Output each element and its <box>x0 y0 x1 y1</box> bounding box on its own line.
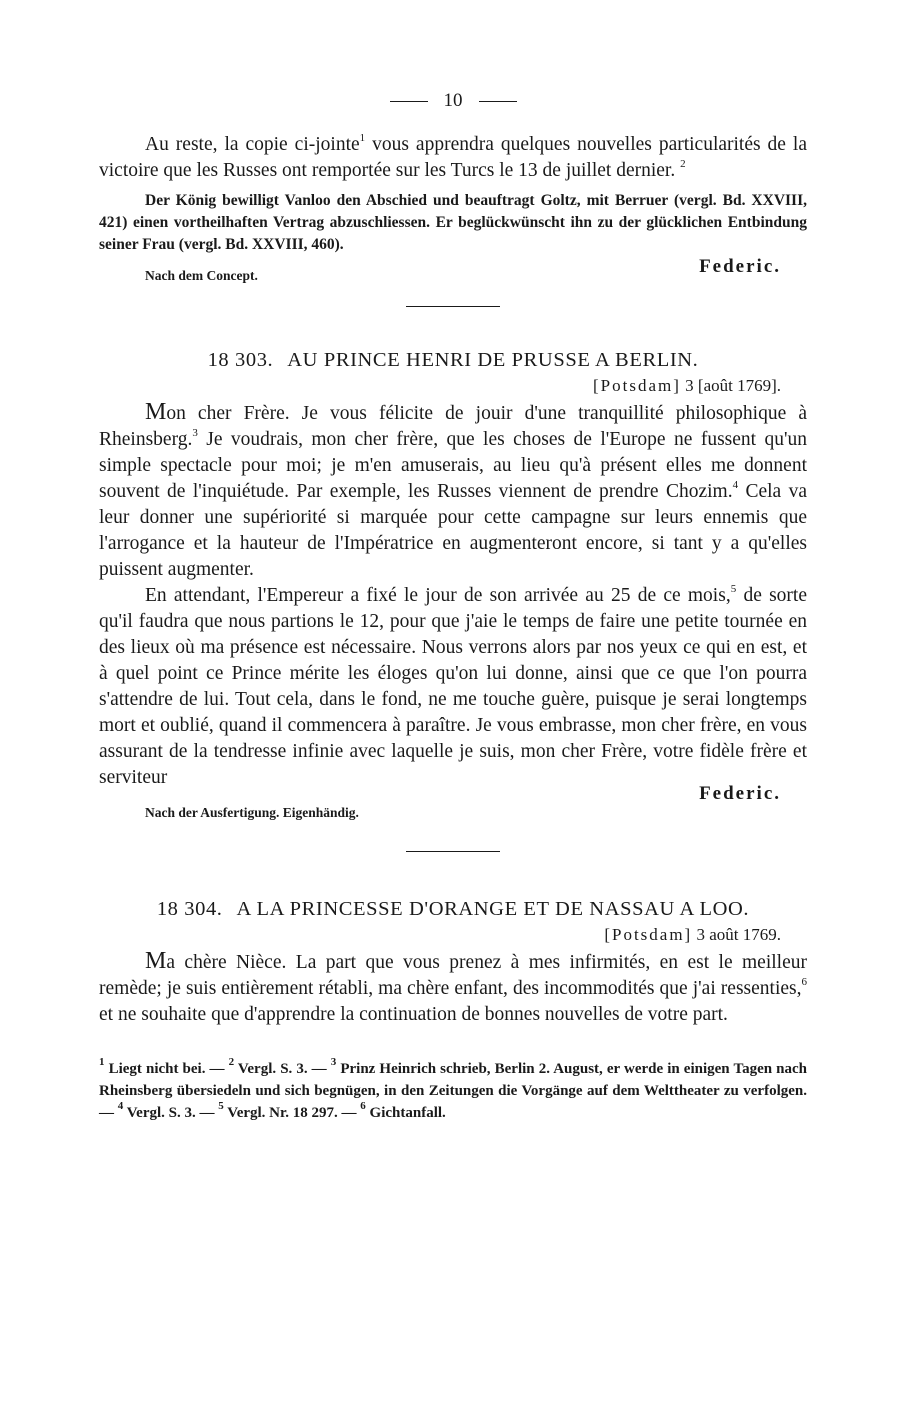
letter-title: AU PRINCE HENRI DE PRUSSE A BERLIN. <box>287 349 699 371</box>
header-rule-left <box>390 101 428 102</box>
initial-letter: M <box>145 399 167 425</box>
footnote-ref-4: 4 <box>732 478 739 491</box>
letter-18303-signature: Federic. <box>699 783 781 804</box>
footnote-ref-2: 2 <box>680 157 686 170</box>
page-header <box>99 86 807 116</box>
letter-18303-source-row <box>99 783 807 823</box>
letter-18303-dateline: [Potsdam] 3 [août 1769]. <box>593 376 781 395</box>
footnote-ref-5: 5 <box>730 582 737 595</box>
footnote-ref-3: 3 <box>192 426 198 439</box>
footnote-ref-1: 1 <box>359 131 366 144</box>
intro-summary: Der König bewilligt Vanloo den Abschied und beauftragt Goltz, mit Berruer (vergl. Bd. XXVIII, 421) einen vortheilhaften Vertrag abzuschliessen. Er beglückwünscht ihn zu der glücklichen Entbindung seiner Frau (vergl. Bd. XXVIII, 460). <box>99 192 807 253</box>
letter-number: 18 304. <box>156 898 223 920</box>
footnotes: $^1$ Liegt nicht bei. — $^2$ Vergl. S. 3. — $^3$ Prinz Heinrich schrieb, Berlin 2. August, er werde in einigen Tagen nach Rheinsberg übersiedeln und sich begnügen, in den Zeitungen die Vorgänge auf dem Welttheater zu verfolgen. — $^4$ Vergl. S. 3. — $^5$ Vergl. Nr. 18 297. — $^6$ Gichtanfall. <box>99 1056 807 1121</box>
page-number: 10 <box>443 90 463 111</box>
header-rule-right <box>479 101 517 102</box>
intro-paragraph: Au reste, la copie ci-jointe$^1$ vous apprendra quelques nouvelles particularités de la victoire que les Russes ont remportée sur les Turcs le 13 de juillet dernier. $^2$ <box>99 131 808 181</box>
letter-18303-source-note: Nach der Ausfertigung. Eigenhändig. <box>145 805 359 820</box>
letter-title: A LA PRINCESSE D'ORANGE ET DE NASSAU A LOO. <box>236 898 750 920</box>
book-page <box>99 86 807 1124</box>
intro-source-row <box>99 256 807 286</box>
initial-letter: M <box>145 948 167 974</box>
letter-18304-dateline: [Potsdam] 3 août 1769. <box>604 925 781 944</box>
letter-18304-heading <box>99 896 807 922</box>
intro-source-note: Nach dem Concept. <box>145 268 258 283</box>
letter-18303-paragraph-1: Mon cher Frère. Je vous félicite de jouir d'une tranquillité philosophique à Rheinsberg.$^3$ Je voudrais, mon cher frère, que les choses de l'Europe ne fussent qu'un simple spectacle pour moi; je m'en amuserais, au lieu qu'à présent elles me donnent souvent de l'inquiétude. Par exemple, les Russes viennent de prendre Chozim.$^4$ Cela va leur donner une supériorité si marquée pour cette campagne sur leurs ennemis que l'arrogance et la hauteur de l'Impératrice en augmenteront encore, si tant y a qu'elles puissent augmenter. <box>99 399 807 580</box>
letter-18304-paragraph-1: Ma chère Nièce. La part que vous prenez à mes infirmités, en est le meilleur remède; je suis entièrement rétabli, ma chère enfant, des incommodités que j'ai ressenties,$^6$ et ne souhaite que d'apprendre la continuation de bonnes nouvelles de votre part. <box>99 948 807 1025</box>
letter-18303-paragraph-2: En attendant, l'Empereur a fixé le jour de son arrivée au 25 de ce mois,$^5$ de sorte qu'il faudra que nous partions le 12, pour que j'aie le temps de faire une petite tournée en des lieux où ma présence est nécessaire. Nous verrons alors par nos yeux ce qui en est, et à quel point ce Prince mérite les éloges qu'on lui donne, ainsi que ce que l'on pourra s'attendre de lui. Tout cela, dans le fond, ne me touche guère, puisque je serai longtemps mort et oublié, quand il commencera à paraître. Je vous embrasse, mon cher frère, en vous assurant de la tendresse infinie avec laquelle je suis, mon cher Frère, votre fidèle frère et serviteur <box>99 582 807 788</box>
footnote-ref-6: 6 <box>801 975 807 988</box>
intro-signature: Federic. <box>699 256 781 277</box>
letter-number: 18 303. <box>207 349 274 371</box>
letter-18303-heading <box>99 347 807 373</box>
